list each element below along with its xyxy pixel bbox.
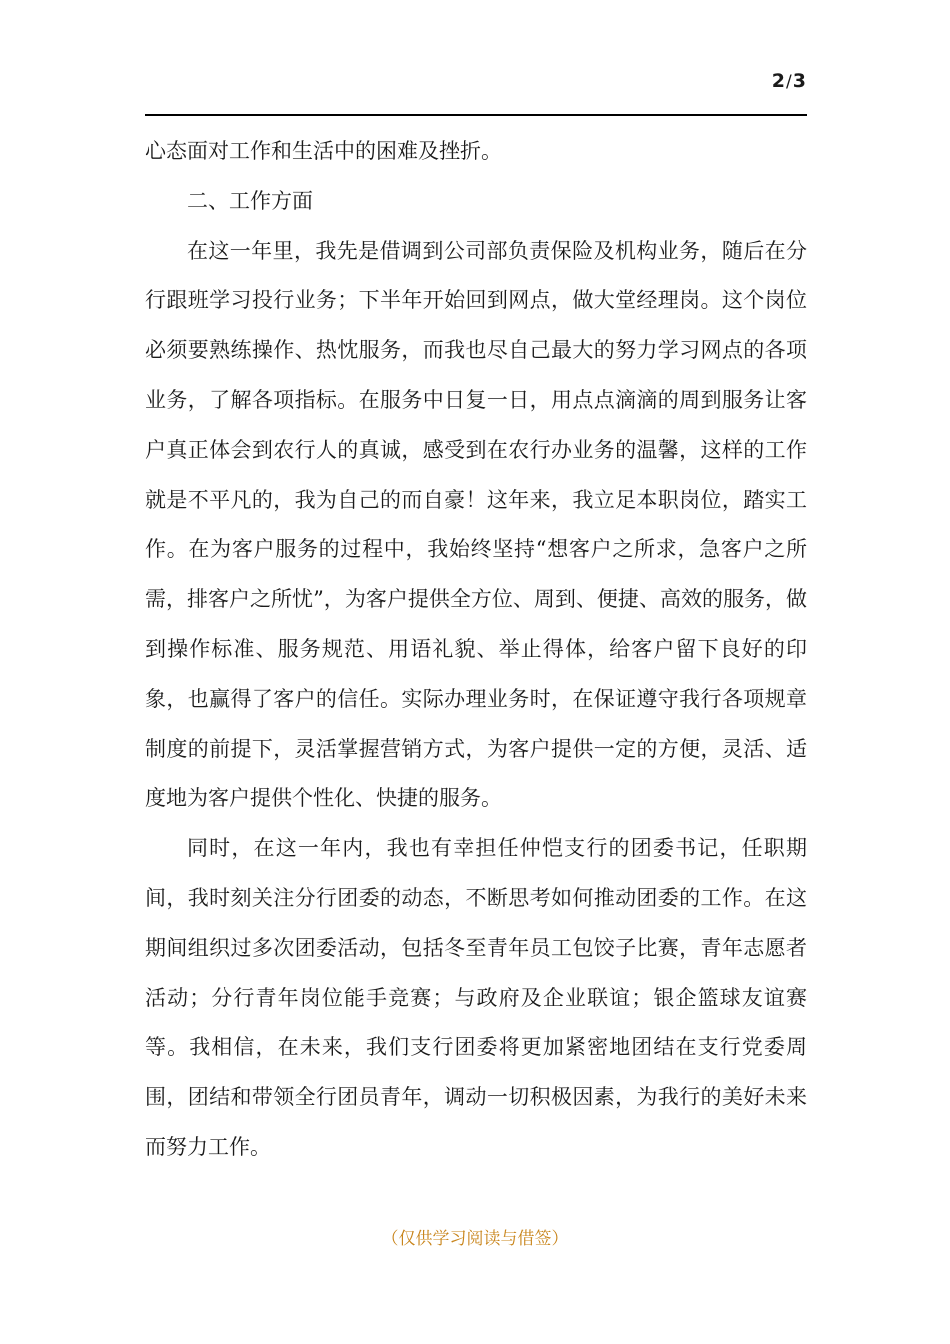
paragraph-continuation: 心态面对工作和生活中的困难及挫折。 <box>145 139 502 163</box>
section-heading: 二、工作方面 <box>187 188 313 213</box>
page-total: 3 <box>792 70 807 92</box>
page-current: 2 <box>771 70 787 92</box>
page-number <box>772 70 807 92</box>
paragraph: 同时，在这一年内，我也有幸担任仲恺支行的团委书记，任职期间，我时刻关注分行团委的动态，不断思考如何推动团委的工作。在这期间组织过多次团委活动，包括冬至青年员工包饺子比赛，青年志愿者活动；分行青年岗位能手竞赛；与政府及企业联谊；银企篮球友谊赛等。我相信，在未来，我们支行团委将更加紧密地团结在支行党委周围，团结和带领全行团员青年，调动一切积极因素，为我行的美好未来而努力工作。 <box>145 836 807 1159</box>
paragraph: 在这一年里，我先是借调到公司部负责保险及机构业务，随后在分行跟班学习投行业务；下半年开始回到网点，做大堂经理岗。这个岗位必须要熟练操作、热忱服务，而我也尽自己最大的努力学习网点的各项业务，了解各项指标。在服务中日复一日，用点点滴滴的周到服务让客户真正体会到农行人的真诚，感受到在农行办业务的温馨，这样的工作就是不平凡的，我为自己的而自豪！这年来，我立足本职岗位，踏实工作。在为客户服务的过程中，我始终坚持“想客户之所求，急客户之所需，排客户之所忧”，为客户提供全方位、周到、便捷、高效的服务，做到操作标准、服务规范、用语礼貌、举止得体，给客户留下良好的印象，也赢得了客户的信任。实际办理业务时，在保证遵守我行各项规章制度的前提下，灵活掌握营销方式，为客户提供一定的方便，灵活、适度地为客户提供个性化、快捷的服务。 <box>145 238 807 811</box>
header-rule <box>145 114 807 116</box>
footer-note: （仅供学习阅读与借签） <box>381 1229 569 1249</box>
document-body <box>145 127 807 1173</box>
page-separator: / <box>786 72 793 92</box>
